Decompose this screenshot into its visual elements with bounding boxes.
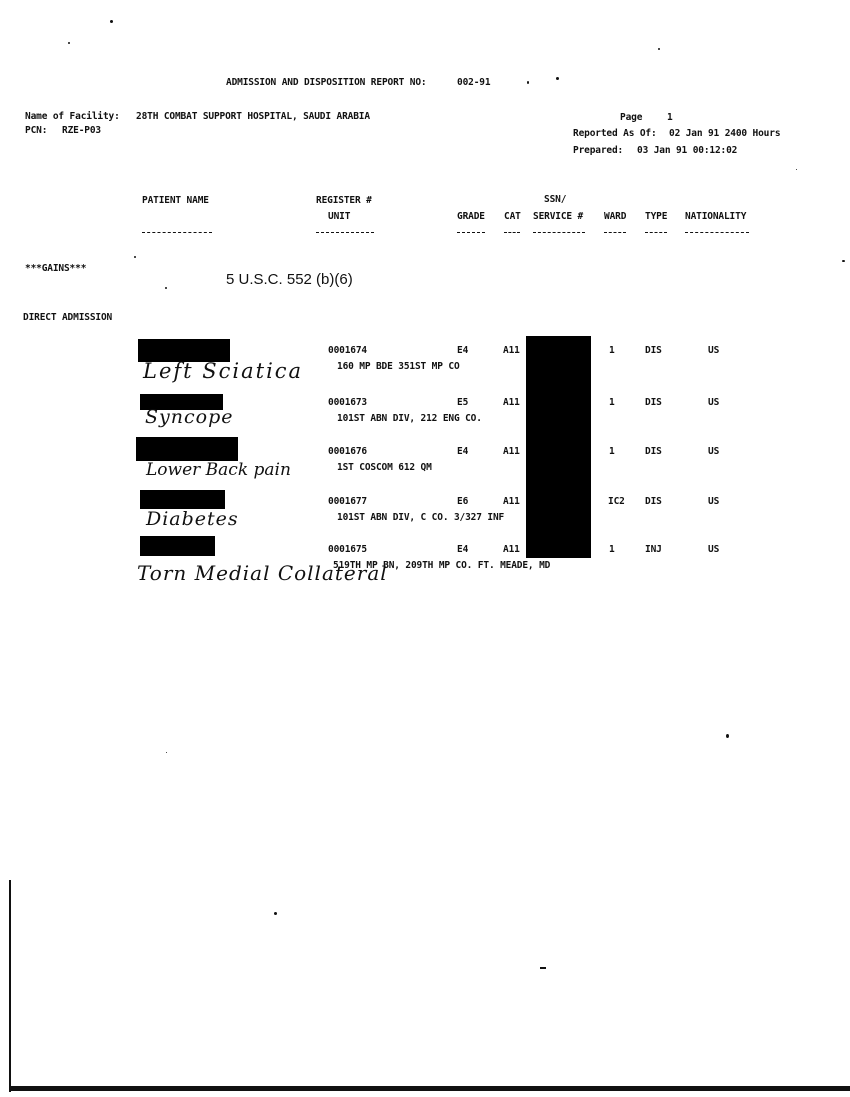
row-nationality: US [708,397,720,408]
row-register: 0001674 [328,345,367,356]
row-ward: 1 [609,397,615,408]
page-number: 1 [667,112,673,123]
handwritten-diagnosis: Left Sciatica [143,359,304,383]
row-unit: 101ST ABN DIV, C CO. 3/327 INF [337,512,505,523]
handwritten-diagnosis: Diabetes [146,508,239,530]
row-type: DIS [645,446,662,457]
row-nationality: US [708,446,720,457]
col-unit: UNIT [328,211,351,222]
row-cat: A11 [503,544,520,555]
col-underline [645,232,667,233]
col-ssn: SSN/ [544,194,567,205]
row-nationality: US [708,544,720,555]
row-register: 0001673 [328,397,367,408]
scan-speck [274,912,277,915]
reported-value: 02 Jan 91 2400 Hours [669,128,781,139]
scan-border-left [9,880,11,1092]
col-patient-name: PATIENT NAME [142,195,209,206]
row-ward: 1 [609,544,615,555]
row-unit: 101ST ABN DIV, 212 ENG CO. [337,413,482,424]
handwritten-diagnosis: Syncope [145,406,234,428]
row-cat: A11 [503,446,520,457]
row-grade: E4 [457,544,469,555]
col-underline [142,232,212,233]
col-service: SERVICE # [533,211,584,222]
redacted-name [140,536,215,556]
col-underline [457,232,485,233]
scan-speck [842,260,845,262]
row-type: INJ [645,544,662,555]
prepared-value: 03 Jan 91 00:12:02 [637,145,738,156]
row-ward: IC2 [608,496,625,507]
row-type: DIS [645,496,662,507]
handwritten-diagnosis: Torn Medial Collateral [137,561,388,585]
row-cat: A11 [503,397,520,408]
row-unit: 160 MP BDE 351ST MP CO [337,361,460,372]
scan-speck [68,42,70,44]
row-grade: E4 [457,345,469,356]
row-register: 0001676 [328,446,367,457]
scan-border-bottom [9,1086,850,1091]
handwritten-diagnosis: Lower Back pain [146,460,291,480]
facility-value: 28TH COMBAT SUPPORT HOSPITAL, SAUDI ARABIA [136,111,370,122]
col-register: REGISTER # [316,195,372,206]
redacted-name [136,437,238,461]
row-cat: A11 [503,496,520,507]
scan-speck [527,81,529,84]
privacy-exemption-stamp: 5 U.S.C. 552 (b)(6) [226,271,353,288]
scan-speck [540,967,546,969]
col-grade: GRADE [457,211,485,222]
scan-speck [110,20,113,23]
gains-heading: ***GAINS*** [25,263,87,274]
row-type: DIS [645,397,662,408]
row-register: 0001675 [328,544,367,555]
row-ward: 1 [609,345,615,356]
row-nationality: US [708,345,720,356]
facility-label: Name of Facility: [25,111,120,122]
row-grade: E6 [457,496,469,507]
row-type: DIS [645,345,662,356]
col-cat: CAT [504,211,521,222]
reported-label: Reported As Of: [573,128,657,139]
col-underline [685,232,749,233]
col-underline [533,232,585,233]
col-type: TYPE [645,211,668,222]
scan-speck [134,256,136,258]
scan-speck [165,287,167,289]
col-underline [604,232,626,233]
pcn-label: PCN: [25,125,48,136]
scan-speck [726,734,729,738]
redacted-ssn-column [526,336,591,558]
row-unit: 519TH MP BN, 209TH MP CO. FT. MEADE, MD [333,560,551,571]
redacted-name [140,490,225,509]
row-grade: E5 [457,397,469,408]
pcn-value: RZE-P03 [62,125,101,136]
scan-speck [658,48,660,50]
col-underline [316,232,374,233]
report-title: ADMISSION AND DISPOSITION REPORT NO: [226,77,427,88]
col-nationality: NATIONALITY [685,211,747,222]
page-label: Page [620,112,643,123]
scan-speck [166,752,167,753]
report-number: 002-91 [457,77,491,88]
col-ward: WARD [604,211,627,222]
prepared-label: Prepared: [573,145,624,156]
col-underline [504,232,520,233]
row-unit: 1ST COSCOM 612 QM [337,462,432,473]
row-register: 0001677 [328,496,367,507]
row-cat: A11 [503,345,520,356]
row-ward: 1 [609,446,615,457]
scan-speck [796,169,797,170]
scan-speck [556,77,559,80]
row-nationality: US [708,496,720,507]
direct-admission-heading: DIRECT ADMISSION [23,312,113,323]
row-grade: E4 [457,446,469,457]
